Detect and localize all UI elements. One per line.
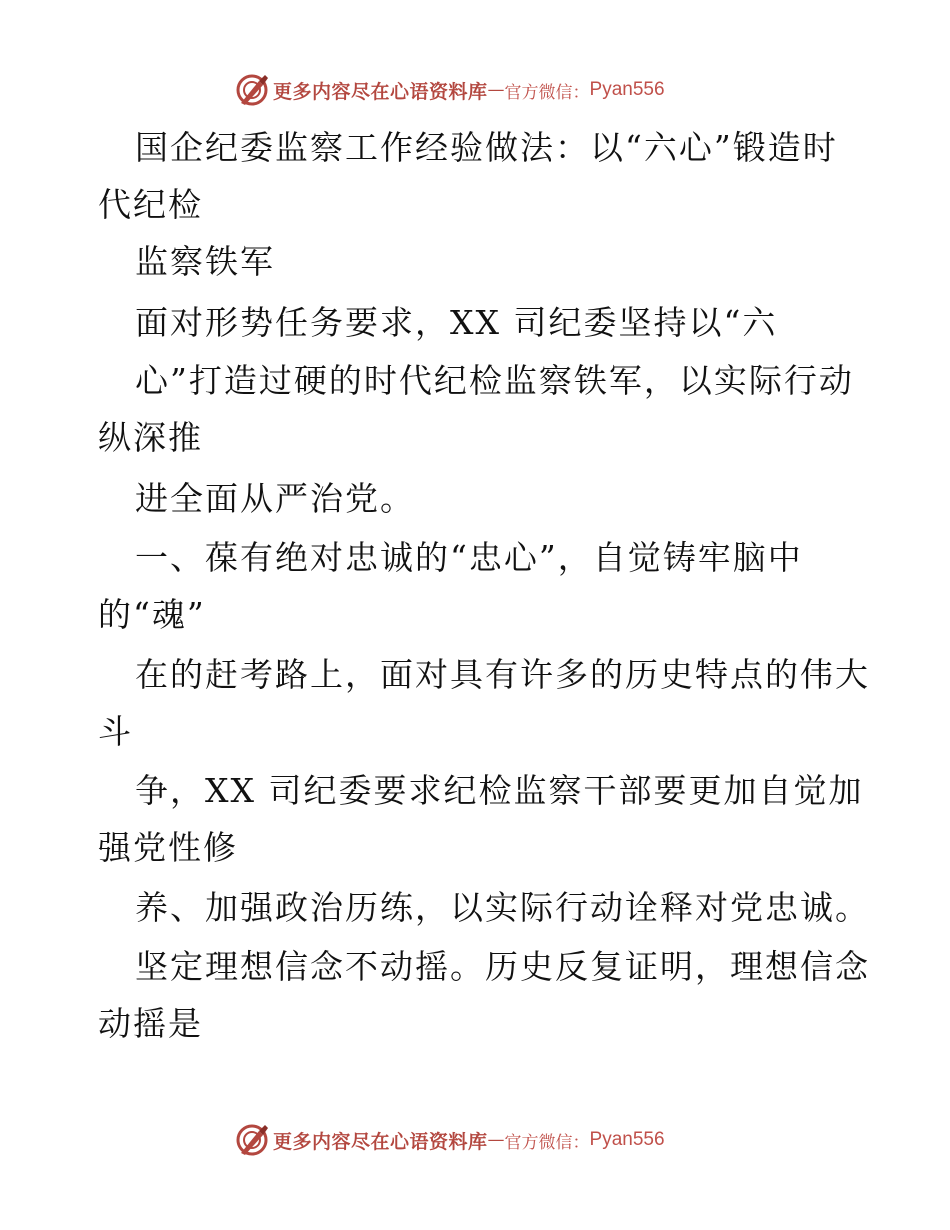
section-heading-line-2: 的“魂” — [98, 595, 206, 634]
watermark-dash: — — [487, 1130, 505, 1150]
watermark-wechat-label: 官方微信： — [504, 1132, 590, 1153]
paragraph-line: 纵深推 — [98, 418, 203, 457]
watermark-title: 更多内容尽在心语资料库 — [273, 80, 488, 103]
watermark-title: 更多内容尽在心语资料库 — [273, 1130, 488, 1153]
paragraph-line: 进全面从严治党。 — [135, 479, 415, 518]
footer-watermark — [235, 1122, 715, 1158]
subtitle-line: 监察铁军 — [135, 242, 275, 281]
paragraph-line: 斗 — [98, 712, 133, 751]
title-line-2: 代纪检 — [98, 185, 203, 224]
watermark-wechat-label: 官方微信： — [504, 82, 590, 103]
watermark-wechat-id: Pyan556 — [589, 1129, 665, 1150]
paragraph-line: 强党性修 — [98, 828, 238, 867]
watermark-wechat-id: Pyan556 — [589, 79, 665, 100]
title-line-1: 国企纪委监察工作经验做法：以“六心”锻造时 — [135, 128, 838, 167]
paragraph-line: 面对形势任务要求，XX 司纪委坚持以“六 — [135, 303, 778, 342]
paragraph-line: 争，XX 司纪委要求纪检监察干部要更加自觉加 — [135, 771, 864, 810]
watermark-dash: — — [487, 80, 505, 100]
pen-logo-icon — [235, 1123, 269, 1157]
paragraph-line: 心”打造过硬的时代纪检监察铁军，以实际行动 — [135, 361, 854, 400]
paragraph-line: 坚定理想信念不动摇。历史反复证明，理想信念 — [135, 947, 870, 986]
paragraph-line: 在的赶考路上，面对具有许多的历史特点的伟大 — [135, 655, 870, 694]
paragraph-line: 动摇是 — [98, 1004, 203, 1043]
paragraph-line: 养、加强政治历练，以实际行动诠释对党忠诚。 — [135, 888, 870, 927]
section-heading-line-1: 一、葆有绝对忠诚的“忠心”，自觉铸牢脑中 — [135, 538, 803, 577]
